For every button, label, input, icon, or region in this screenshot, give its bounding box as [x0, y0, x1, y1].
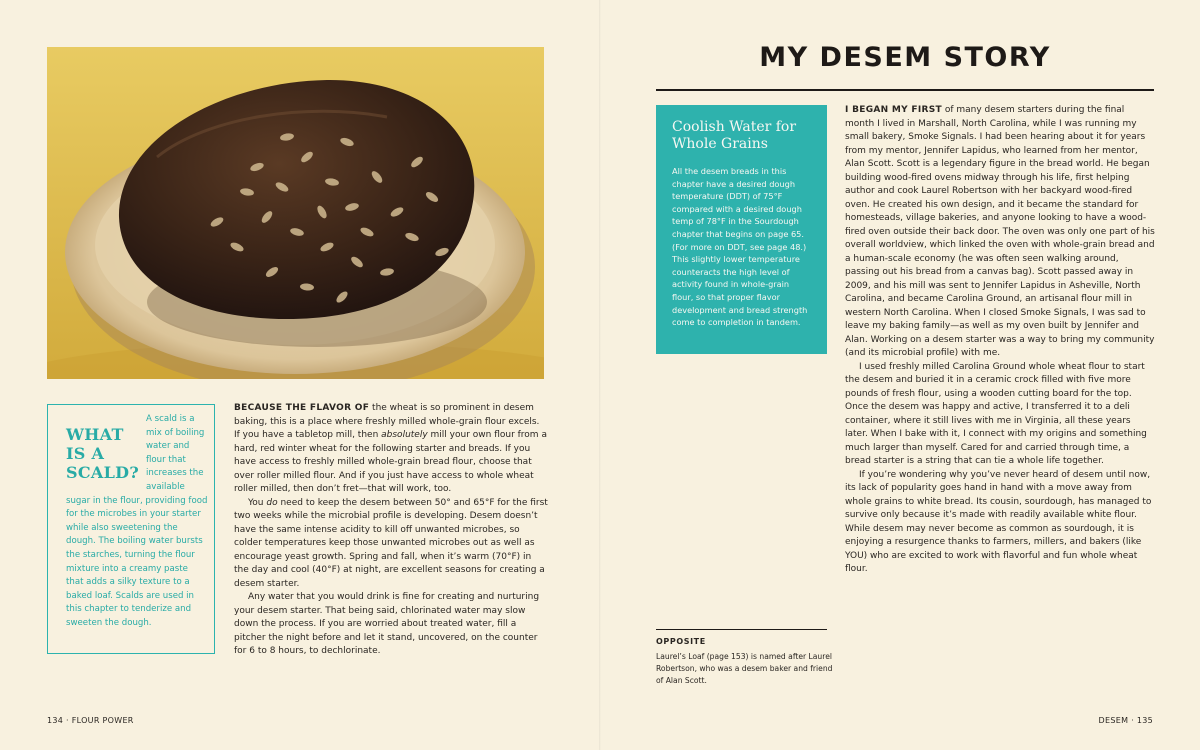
bread-photo: [47, 47, 544, 379]
left-paragraph-1: [234, 402, 548, 497]
page-title: MY DESEM STORY: [759, 42, 1051, 73]
right-paragraph-1: [845, 104, 1155, 361]
left-p1-a: the wheat is so prominent in desem baking, this is a place where freshly milled whole-grain flour excels. If you have a tabletop mill, then: [234, 403, 540, 440]
scald-body: A scald is a mix of boiling water and flour that increases the available sugar in the flour, providing food for the microbes in your starter while also sweetening the dough. The boiling water bursts the starches, turning the flour mixture into a creamy paste that adds a silky texture to a baked loaf. Scalds are used in this chapter to tenderize and sweeten the dough.: [66, 414, 208, 628]
opposite-label: OPPOSITE: [656, 637, 706, 646]
right-body-text: [845, 104, 1155, 577]
sidebar-body: All the desem breads in this chapter have a desired dough temperature (DDT) of 75°F compared with a desired dough temp of 78°F in the Sourdough chapter that begins on page 65. (For more on DDT, see page 48.) This slightly lower temperature counteracts the high level of activity found in whole-grain flour, so that proper flavor development and bread strength come to completion in tandem.: [672, 166, 808, 328]
bread-illustration: [47, 47, 544, 379]
coolish-water-sidebar: [656, 105, 827, 354]
left-paragraph-2: [234, 497, 548, 592]
left-p1-b: mill your own flour from a hard, red winter wheat for the following starter and breads. If you have access to freshly milled whole-grain bread flour, choose that over roller milled flour. And if you just have access to whole wheat roller milled, then don’t fret—that will work, too.: [234, 430, 547, 494]
gutter-shadow: [599, 0, 601, 750]
right-paragraph-2: I used freshly milled Carolina Ground whole wheat flour to start the desem and buried it in a ceramic crock filled with five more pounds of fresh flour, using a wooden cutting board for the top. Once the desem was happy and active, I transferred it to a deli container, where it still lives with me in Virginia, all these years later. When I bake with it, I connect with my origins and something much larger than myself. Cared for and carried through time, a bread starter is a string that can tie a whole life together.: [845, 361, 1147, 466]
left-p2-a: You: [248, 497, 267, 508]
folio-left: 134 · FLOUR POWER: [47, 716, 134, 725]
right-lead: I BEGAN MY FIRST: [845, 105, 942, 115]
right-p1: of many desem starters during the final month I lived in Marshall, North Carolina, while I was running my small bakery, Smoke Signals. I had been hearing about it for years from my mentor, Jennifer Lapidus, who learned from her mentor, Alan Scott. Scott is a legendary figure in the bread world. He began building wood-fired ovens midway through his life, first helping author and cook Laurel Robertson with her backyard wood-fired oven. He created his own design, and it became the standard for homesteads, village bakeries, and anyone looking to have a wood-fired oven outside their back door. The oven was only one part of his overall worldview, which linked the oven with whole-grain bread and a human-scale economy (he was often seen walking around, passing out his bread from a canvas bag). Scott passed away in 2009, and his mill was sent to Jennifer Lapidus in Asheville, North Carolina, and became Carolina Ground, an artisanal flour mill in western North Carolina. When I closed Smoke Signals, I was sad to leave my baking family—as well as my oven built by Jennifer and Alan. Working on a desem starter was a way to bring my community (and its microbial profile) with me.: [845, 105, 1155, 358]
left-p2-em: do: [266, 497, 278, 508]
sidebar-title: Coolish Water for Whole Grains: [672, 119, 797, 152]
left-p2-b: need to keep the desem between 50° and 65°F for the first two weeks while the microbial profile is developing. Desem doesn’t have the same intense acidity to kill off unwanted microbes, so colder temperatures keep those unwanted microbes out as well as encourage yeast growth. Spring and fall, when it’s warm (70°F) in the day and cool (40°F) at night, are excellent seasons for creating a desem starter.: [234, 497, 548, 589]
title-rule: [656, 89, 1154, 91]
left-body-text: [234, 402, 548, 659]
right-paragraph-3: If you’re wondering why you’ve never heard of desem until now, its lack of popularity goes hand in hand with a move away from whole grains to white bread. Its cousin, sourdough, has managed to survive only because it’s made with readily available white flour. While desem may never become as common as sourdough, it is enjoying a resurgence thanks to farmers, millers, and bakers (like YOU) who are excited to work with flavorful and fun whole wheat flour.: [845, 469, 1152, 574]
folio-right: DESEM · 135: [1098, 716, 1153, 725]
left-lead: BECAUSE THE FLAVOR OF: [234, 403, 370, 413]
left-paragraph-3: Any water that you would drink is fine for creating and nurturing your desem starter. That being said, chlorinated water may slow down the process. If you are worried about treated water, fill a pitcher the night before and let it stand, uncovered, on the counter for 6 to 8 hours, to dechlorinate.: [234, 592, 540, 656]
opposite-rule: [656, 629, 827, 630]
scald-sidebar: [47, 404, 215, 654]
opposite-caption: Laurel’s Loaf (page 153) is named after Laurel Robertson, who was a desem baker and friend of Alan Scott.: [656, 652, 833, 685]
left-p1-em: absolutely: [381, 430, 428, 440]
scald-title: WHAT IS A SCALD?: [66, 425, 140, 482]
